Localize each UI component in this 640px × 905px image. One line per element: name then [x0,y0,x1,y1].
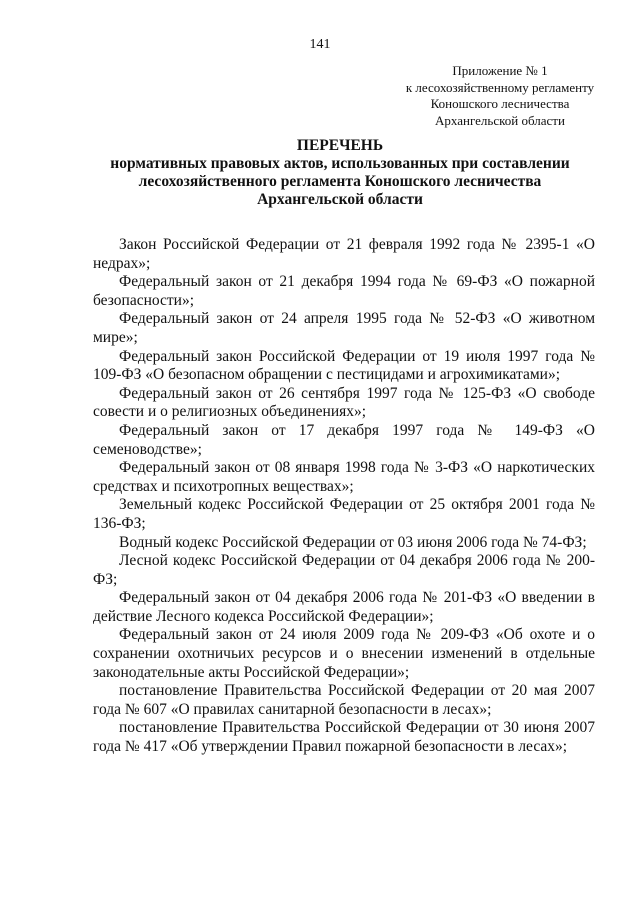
list-item: постановление Правительства Российской Федерации от 30 июня 2007 года № 417 «Об утверждении Правил пожарной безопасности в лесах»; [93,719,595,756]
list-item: Водный кодекс Российской Федерации от 03 июня 2006 года № 74-ФЗ; [119,533,587,551]
list-item: постановление Правительства Российской Федерации от 20 мая 2007 года № 607 «О правилах санитарной безопасности в лесах»; [93,682,595,718]
list-item: Лесной кодекс Российской Федерации от 04 декабря 2006 года № 200-ФЗ; [93,552,595,588]
page-number: 141 [309,37,331,52]
list-item: Федеральный закон от 26 сентября 1997 года № 125-ФЗ «О свободе совести и о религиозных объединениях»; [93,384,595,421]
appendix-line-3: Коношского лесничества [430,96,570,111]
list-item: Федеральный закон от 24 апреля 1995 года № 52-ФЗ «О животном мире»; [93,310,595,346]
appendix-line-2: к лесохозяйственному регламенту [405,79,595,95]
list-item: Земельный кодекс Российской Федерации от 25 октября 2001 года № 136-ФЗ; [93,496,595,532]
heading-subtitle-line-2: лесохозяйственного регламента Коношского лесничества [138,173,542,190]
heading-subtitle-line-1: нормативных правовых актов, использованных при составлении [110,155,570,172]
list-item: Федеральный закон от 21 декабря 1994 года № 69-ФЗ «О пожарной безопасности»; [93,273,595,309]
list-item: Закон Российской Федерации от 21 февраля 1992 года № 2395-1 «О недрах»; [93,236,595,272]
document-heading [80,137,600,209]
appendix-line-1: Приложение № 1 [452,63,548,78]
appendix-note [380,63,620,129]
list-item: Федеральный закон от 17 декабря 1997 года № 149-ФЗ «О семеноводстве»; [93,421,595,458]
heading-subtitle-line-3: Архангельской области [257,191,423,208]
list-item: Федеральный закон от 08 января 1998 года № 3-ФЗ «О наркотических средствах и психотропных веществах»; [93,459,595,495]
list-item: Федеральный закон от 04 декабря 2006 года № 201-ФЗ «О введении в действие Лесного кодекса Российской Федерации»; [93,589,595,625]
heading-title: ПЕРЕЧЕНЬ [296,137,384,154]
list-item: Федеральный закон от 24 июля 2009 года № 209-ФЗ «Об охоте и о сохранении охотничьих ресурсов и о внесении изменений в отдельные законодательные акты Российской Федерации»; [93,626,595,681]
legal-acts-list [93,236,595,757]
list-item: Федеральный закон Российской Федерации от 19 июля 1997 года № 109-ФЗ «О безопасном обращении с пестицидами и агрохимикатами»; [93,347,595,384]
appendix-line-4: Архангельской области [435,112,565,128]
